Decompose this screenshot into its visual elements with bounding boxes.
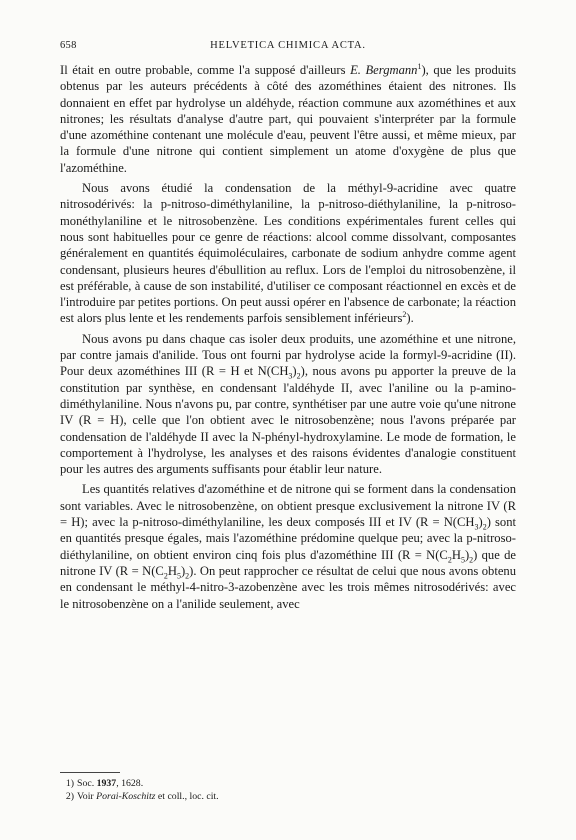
text-run: ) (478, 515, 483, 530)
footnote (60, 777, 516, 790)
subscript: 5 (176, 571, 181, 581)
subscript: 5 (460, 555, 465, 565)
subscript: 2 (163, 571, 168, 581)
paragraph-p3 (60, 331, 516, 478)
text-run: ), que les produits obtenus par les auteurs précédents à côté des azométhines étaient des nitrones. Ils donnaient en effet par hydrolyse un aldéhyde, réaction commune aux azométhines et aux nitrones; les résultats d'analyse d'autre part, qui pouvaient s'interpréter par la formule d'une azométhine contenant une molécule d'eau, peuvent l'être aussi, et même mieux, par la formule d'une nitrone qui contient simplement un atome d'oxygène de plus que l'azométhine. (60, 63, 516, 175)
footnotes (60, 772, 516, 803)
subscript: 2 (296, 371, 301, 381)
text-run: ) (292, 364, 297, 379)
footnote (60, 790, 516, 803)
text-run: ). On peut rapprocher ce résultat de celui que nous avons obtenu en condensant le méthyl-4-nitro-3-azobenzène avec les trois mêmes nitrosodérivés: avec le nitrosobenzène on a l'anilide seulement, avec (60, 563, 517, 611)
subscript: 2 (185, 571, 190, 581)
text-run: Il était en outre probable, comme l'a supposé d'ailleurs (60, 63, 351, 77)
subscript: 2 (482, 522, 487, 532)
footnote-rule (60, 772, 120, 773)
text-run: Nous avons pu dans chaque cas isoler deux produits, une azométhine et une nitrone, par contre jamais d'anilide. Tous ont fourni par hydrolyse acide la formyl-9-acridine (II). Pour deux azométhines III (R = H et N(CH (60, 331, 516, 379)
text-run: Soc. (77, 778, 97, 789)
subscript: 3 (474, 522, 479, 532)
article-body (60, 62, 516, 616)
text-run: ). (406, 311, 414, 326)
text-run: et coll., loc. cit. (155, 791, 219, 802)
footnote-ref: 1 (417, 61, 422, 71)
text-run: Les quantités relatives d'azométhine et de nitrone qui se forment dans la condensation sont variables. Avec le nitrosobenzène, on obtient presque exclusivement la nitrone IV (R = H); avec la p-nitroso-diméthylaniline, les deux composés III et IV (R = N(CH (60, 482, 516, 530)
text-run: Voir (77, 791, 97, 802)
footnote-mark: 2) (65, 791, 74, 802)
page-number: 658 (60, 40, 77, 51)
text-run: ) que de nitrone IV (R = N(C (60, 547, 516, 578)
paragraph-p1 (60, 62, 516, 176)
paragraph-p4 (60, 481, 516, 611)
journal-title: HELVETICA CHIMICA ACTA. (210, 40, 366, 51)
text-run: Porai-Koschitz (96, 791, 156, 802)
subscript: 2 (469, 555, 474, 565)
text-run: H (167, 563, 177, 578)
subscript: 2 (447, 555, 452, 565)
text-run: ), nous avons pu apporter la preuve de la constitution par synthèse, en condensant l'aldéhyde II, avec l'aniline ou la p-amino-diméthylaniline. Nous n'avons pu, par contre, synthétiser par une autre voie qu'une nitrone IV (R = H), celle que l'on obtient avec le nitrosobenzène; nous l'avons préparée par condensation de l'aldéhyde II avec la N-phényl-hydroxylamine. Le mode de formation, le comportement à l'hydrolyse, les analyses et des raisons évidentes d'analogie constituent pour les autres des arguments suffisants pour établir leur nature. (60, 364, 516, 477)
text-run: 1937 (96, 778, 117, 789)
text-run: E. Bergmann (350, 63, 418, 77)
paragraph-p2 (60, 180, 516, 327)
running-header (60, 40, 516, 56)
footnote-mark: 1) (65, 778, 74, 789)
text-run: ) (464, 547, 470, 562)
text-run: H (451, 547, 461, 562)
subscript: 3 (288, 371, 293, 381)
text-run: , 1628. (116, 778, 144, 789)
footnote-ref: 2 (402, 310, 407, 320)
text-run: ) sont en quantités presque égales, mais l'azométhine prédomine quelque peu; avec la p-nitroso-diéthylaniline, on obtient environ cinq fois plus d'azométhine III (R = N(C (60, 515, 517, 562)
text-run: Nous avons étudié la condensation de la méthyl-9-acridine avec quatre nitrosodérivés: la p-nitroso-diméthylaniline, la p-nitroso-diéthylaniline, la p-nitroso-monéthylaniline et le nitrosobenzène. Les conditions expérimentales furent celles qui nous sont habituelles pour ce genre de réactions: alcool comme dissolvant, composantes généralement en quantités équimoléculaires, carbonate de sodium anhydre comme agent condensant, plusieurs heures d'ébullition au reflux. Lors de l'emploi du nitrosobenzène, il est préférable, à cause de son instabilité, d'utiliser ce composant réactionnel en excès et de l'introduire par petites portions. On peut aussi opérer en l'absence de carbonate; la réaction est alors plus lente et les rendements parfois sensiblement inférieurs (60, 181, 516, 326)
text-run: ) (180, 563, 186, 578)
